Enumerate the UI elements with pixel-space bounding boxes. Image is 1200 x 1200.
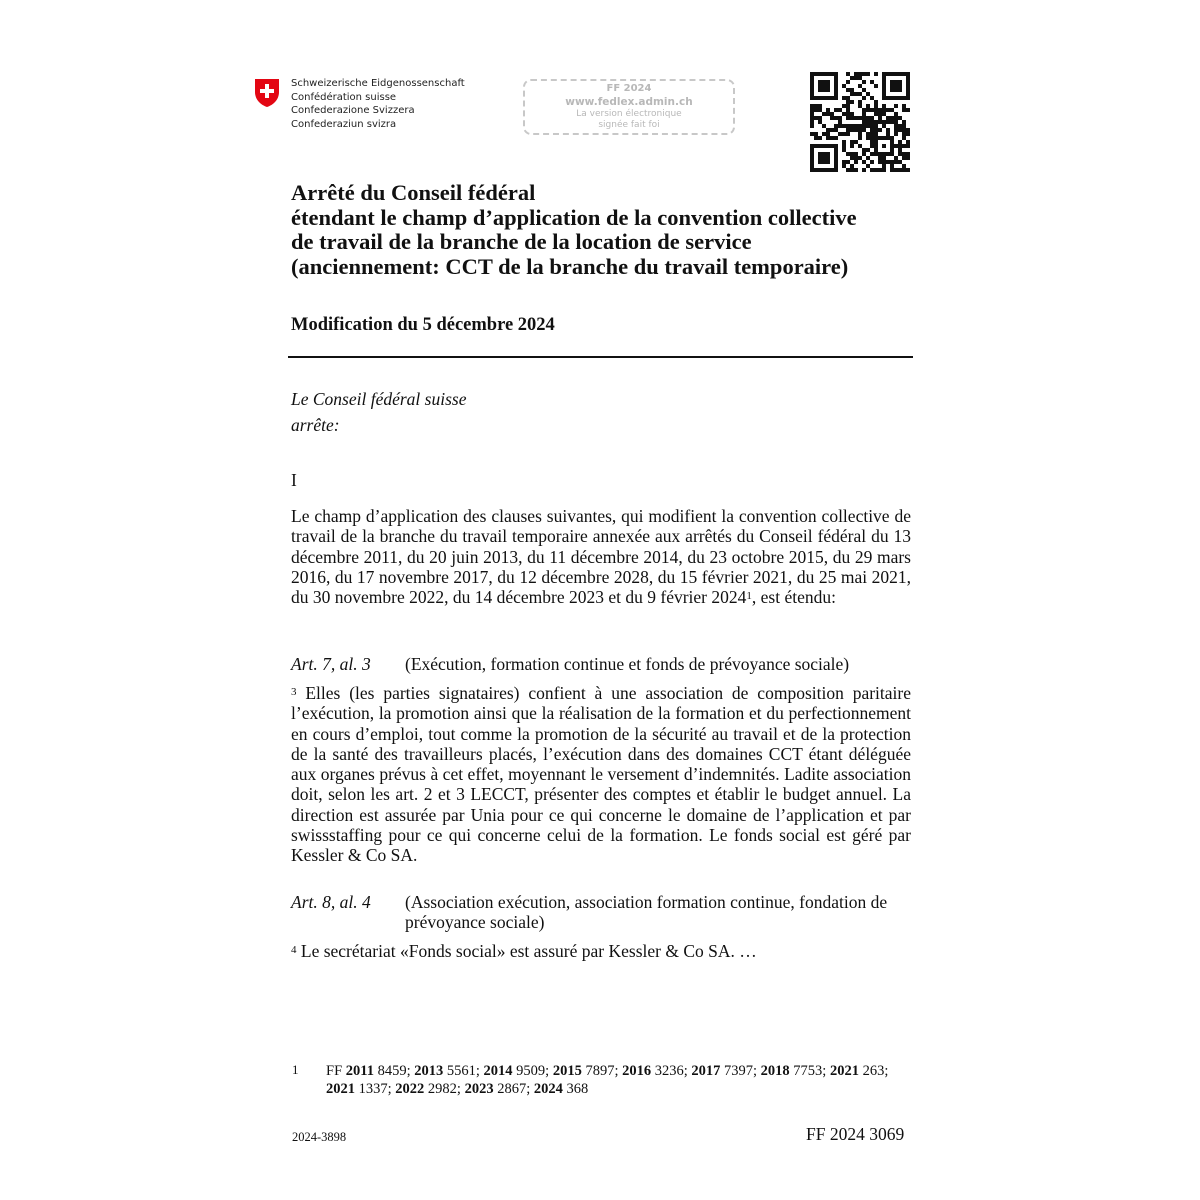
- article-heading: [291, 892, 911, 933]
- footnote-year: 2022: [395, 1081, 425, 1097]
- footnote-year: 2011: [345, 1063, 374, 1079]
- footnote-number: 1: [292, 1062, 299, 1077]
- stamp-url[interactable]: www.fedlex.admin.ch: [565, 96, 693, 108]
- stamp-ff-label: FF 2024: [606, 83, 652, 94]
- title-divider: [288, 356, 913, 358]
- article-description: (Association exécution, association formation continue, fondation de prévoyance sociale): [405, 892, 888, 933]
- footnote-year: 2013: [414, 1063, 444, 1079]
- confederation-name-it: Confederazione Svizzera: [291, 105, 415, 116]
- ff-reference: FF 2024 3069: [806, 1124, 905, 1144]
- footnote-year: 2021: [829, 1063, 859, 1079]
- electronic-version-stamp: [523, 79, 735, 135]
- document-code: 2024-3898: [292, 1130, 347, 1144]
- modification-date: Modification du 5 décembre 2024: [291, 315, 555, 335]
- footnote-year: 2016: [622, 1063, 652, 1079]
- confederation-names: [291, 77, 465, 131]
- title-line: (anciennement: CCT de la branche du travail temporaire): [291, 253, 849, 279]
- swiss-crest-icon: [254, 78, 280, 108]
- footnote-year: 2018: [760, 1063, 790, 1079]
- article-description: (Exécution, formation continue et fonds de prévoyance sociale): [405, 654, 850, 674]
- footnote-year: 2024: [533, 1081, 563, 1097]
- intro-tail: , est étendu:: [751, 587, 836, 608]
- article-text: Le secrétariat «Fonds social» est assuré par Kessler & Co SA. …: [296, 941, 757, 961]
- article-heading: [291, 654, 911, 674]
- footnote-year: 2023: [464, 1081, 494, 1097]
- footnote-year: 2014: [483, 1063, 513, 1079]
- paragraph-number: 4: [291, 944, 297, 956]
- preamble-authority: Le Conseil fédéral suisse: [291, 389, 467, 409]
- stamp-note-2: signée fait foi: [598, 120, 660, 130]
- footnote-year: 2015: [552, 1063, 582, 1079]
- stamp-note-1: La version électronique: [576, 109, 682, 119]
- preamble: [291, 386, 466, 438]
- document-title: [291, 181, 931, 279]
- paragraph-number: 3: [291, 686, 297, 698]
- footnote-ref[interactable]: 1: [746, 590, 752, 603]
- qr-code-icon: [810, 72, 910, 172]
- confederation-name-fr: Confédération suisse: [291, 91, 397, 103]
- confederation-name-rm: Confederaziun svizra: [291, 118, 397, 130]
- section-number: I: [291, 470, 297, 490]
- footnote-year: 2021: [326, 1081, 355, 1097]
- title-line: de travail de la branche de la location de service: [291, 229, 752, 254]
- article-reference: Art. 8, al. 4: [291, 892, 371, 912]
- intro-text: Le champ d’application des clauses suivantes, qui modifient la convention collective de travail de la branche du travail temporaire annexée aux arrêtés du Conseil fédéral du 13 décembre 2011, du 20 juin 2013, du 11 décembre 2014, du 23 octobre 2015, du 29 mars 2016, du 17 novembre 2017, du 12 décembre 2028, du 15 février 2021, du 25 mai 2021, du 30 novembre 2022, du 14 décembre 2023 et du 9 février 2024: [291, 506, 911, 608]
- title-line: Arrêté du Conseil fédéral: [291, 180, 536, 205]
- intro-paragraph: [291, 506, 911, 607]
- article-paragraph: [291, 683, 911, 866]
- preamble-decree: arrête:: [291, 415, 340, 435]
- footnote-text: FF 2011 8459; 2013 5561; 2014 9509; 2015 7897; 2016 3236; 2017 7397; 2018 7753; 2021 263; 2021 1337; 2022 2982; 2023 2867; 2024 368: [326, 1063, 889, 1097]
- article-reference: Art. 7, al. 3: [291, 654, 371, 674]
- article-paragraph: [291, 941, 911, 961]
- title-line: étendant le champ d’application de la convention collective: [291, 204, 857, 230]
- footnote-year: 2017: [691, 1063, 721, 1079]
- confederation-name-de: Schweizerische Eidgenossenschaft: [291, 78, 465, 89]
- article-text: Elles (les parties signataires) confient à une association de composition paritaire l’exécution, la promotion ainsi que la réalisation de la formation et du perfectionnement en cours d’emploi, tout comme la promotion de la sécurité au travail et de la protection de la santé des travailleurs placés, l’exécution dans des domaines CCT étant déléguée aux organes prévus à cet effet, moyennant le versement d’indemnités. Ladite association doit, selon les art. 2 et 3 LECCT, présenter des comptes et établir le budget annuel. La direction est assurée par Unia pour ce qui concerne le domaine de l’application et par swissstaffing pour ce qui concerne celui de la formation. Le fonds social est géré par Kessler & Co SA.: [291, 683, 911, 866]
